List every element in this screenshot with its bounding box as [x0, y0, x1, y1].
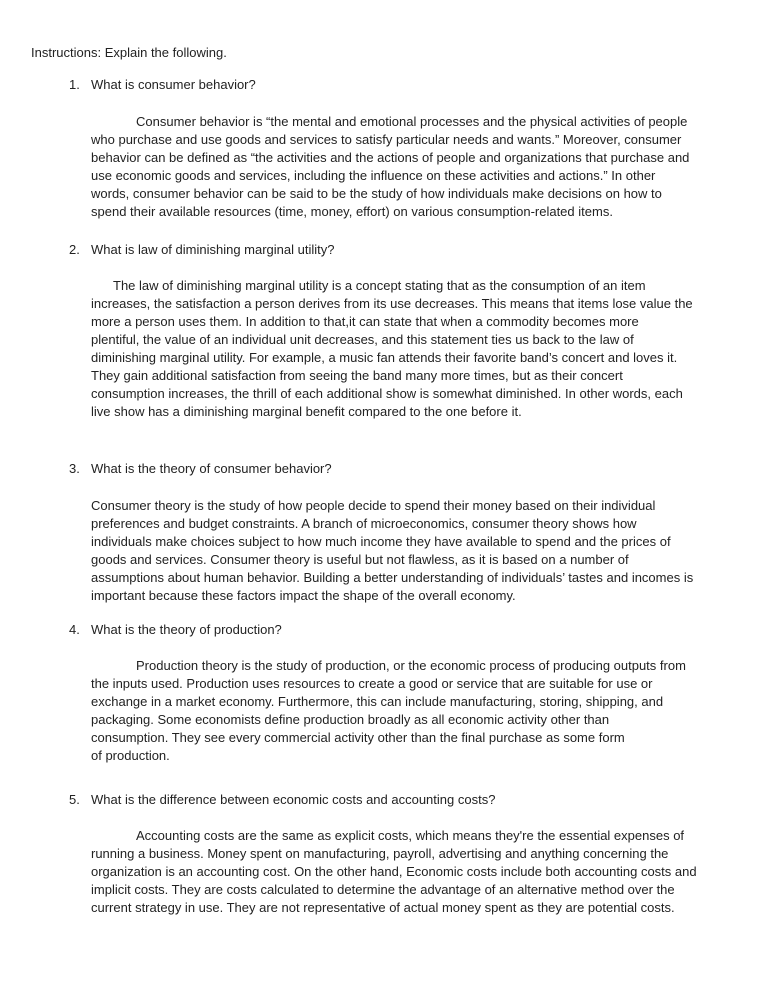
answer-line: live show has a diminishing marginal benefit compared to the one before it.: [91, 404, 522, 419]
answer-line: individuals make choices subject to how much income they have available to spend and the prices of: [91, 534, 671, 549]
answer-line: Consumer theory is the study of how people decide to spend their money based on their individual: [91, 498, 656, 513]
answer-line: preferences and budget constraints. A branch of microeconomics, consumer theory shows how: [91, 516, 637, 531]
instructions: Instructions: Explain the following.: [31, 45, 227, 60]
answer-line: Accounting costs are the same as explicit costs, which means they're the essential expenses of: [136, 828, 685, 843]
question-text: What is the difference between economic costs and accounting costs?: [91, 792, 496, 807]
answer-line: diminishing marginal utility. For example, a music fan attends their favorite band’s concert and loves it.: [91, 350, 678, 365]
answer-line: more a person uses them. In addition to that,it can state that when a commodity becomes more: [91, 314, 639, 329]
answer-line: of production.: [91, 748, 170, 763]
answer-line: the inputs used. Production uses resources to create a good or service that are suitable for use or: [91, 676, 653, 691]
answer-line: important because these factors impact the shape of the overall economy.: [91, 588, 516, 603]
question-number: 4.: [69, 622, 80, 637]
answer-line: who purchase and use goods and services to satisfy particular needs and wants.” Moreover, consumer: [91, 132, 682, 147]
answer-line: running a business. Money spent on manufacturing, payroll, advertising and anything concerning the: [91, 846, 669, 861]
answer-line: words, consumer behavior can be said to be the study of how individuals make decisions on how to: [91, 186, 662, 201]
answer-line: Production theory is the study of production, or the economic process of producing outputs from: [136, 658, 686, 673]
answer-line: current strategy in use. They are not representative of actual money spent as they are potential costs.: [91, 900, 675, 915]
answer-line: They gain additional satisfaction from seeing the band many more times, but as their concert: [91, 368, 623, 383]
question-text: What is the theory of consumer behavior?: [91, 461, 332, 476]
question-number: 1.: [69, 77, 80, 92]
answer-line: spend their available resources (time, money, effort) on various consumption-related items.: [91, 204, 613, 219]
answer-line: Consumer behavior is “the mental and emotional processes and the physical activities of people: [136, 114, 688, 129]
answer-line: use economic goods and services, including the influence on these activities and actions.” In other: [91, 168, 656, 183]
answer-line: packaging. Some economists define production broadly as all economic activity other than: [91, 712, 610, 727]
answer-line: increases, the satisfaction a person derives from its use decreases. This means that items lose value the: [91, 296, 693, 311]
answer-line: goods and services. Consumer theory is useful but not flawless, as it is based on a number of: [91, 552, 629, 567]
answer-line: The law of diminishing marginal utility is a concept stating that as the consumption of an item: [113, 278, 646, 293]
question-number: 2.: [69, 242, 80, 257]
question-number: 3.: [69, 461, 80, 476]
answer-line: consumption. They see every commercial activity other than the final purchase as some form: [91, 730, 625, 745]
question-number: 5.: [69, 792, 80, 807]
answer-line: implicit costs. They are costs calculated to determine the advantage of an alternative method over the: [91, 882, 675, 897]
answer-line: consumption increases, the thrill of each additional show is somewhat diminished. In other words, each: [91, 386, 683, 401]
answer-line: assumptions about human behavior. Building a better understanding of individuals’ tastes and incomes is: [91, 570, 694, 585]
answer-line: behavior can be defined as “the activities and the actions of people and organizations that purchase and: [91, 150, 690, 165]
answer-line: plentiful, the value of an individual unit decreases, and this statement ties us back to the law of: [91, 332, 634, 347]
answer-line: organization is an accounting cost. On the other hand, Economic costs include both accounting costs and: [91, 864, 697, 879]
question-text: What is law of diminishing marginal utility?: [91, 242, 335, 257]
answer-line: exchange in a market economy. Furthermore, this can include manufacturing, storing, shipping, and: [91, 694, 664, 709]
question-text: What is the theory of production?: [91, 622, 282, 637]
question-text: What is consumer behavior?: [91, 77, 256, 92]
